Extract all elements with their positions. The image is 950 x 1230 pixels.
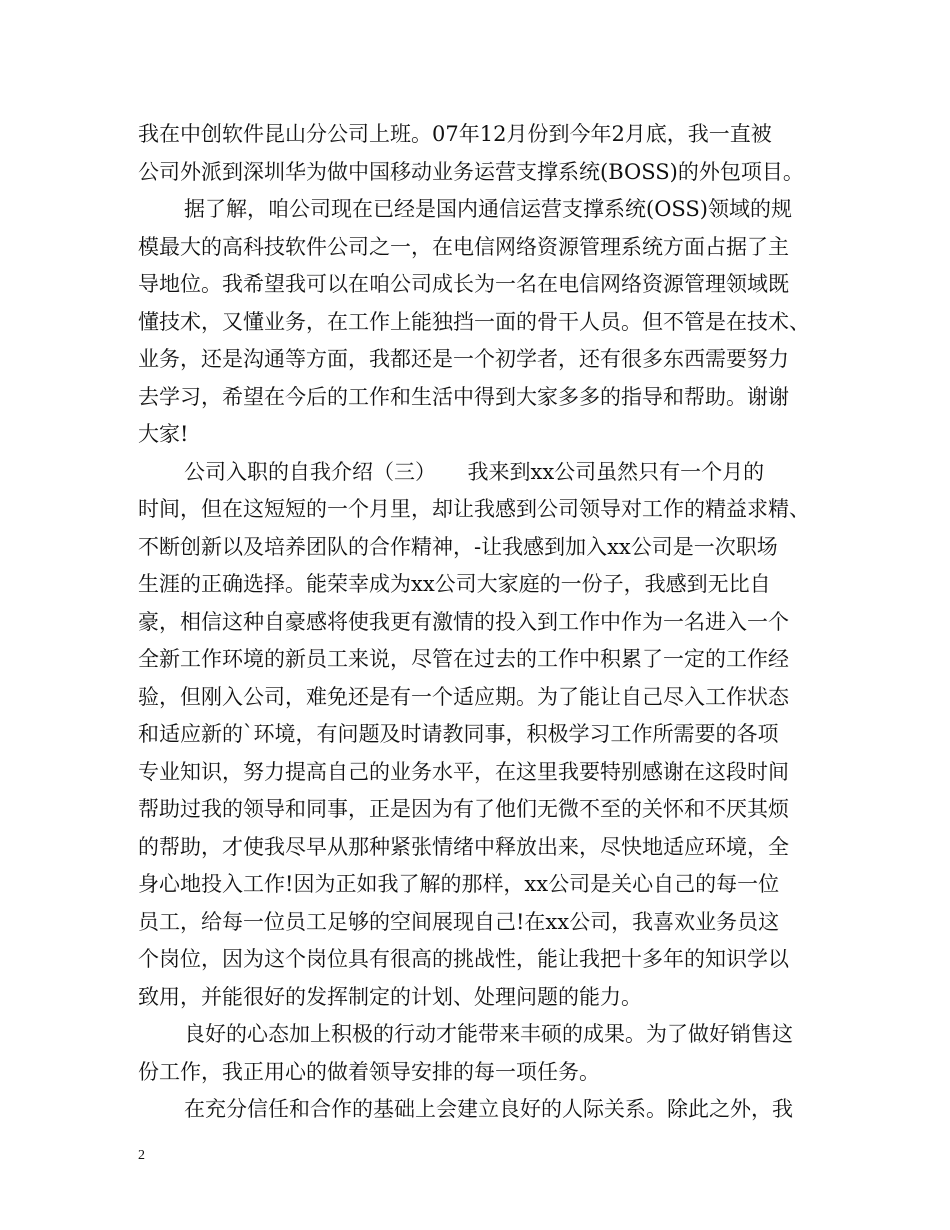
text-line: 帮助过我的领导和同事，正是因为有了他们无微不至的关怀和不厌其烦 — [138, 797, 789, 821]
text-line: 不断创新以及培养团队的合作精神，-让我感到加入xx公司是一次职场 — [138, 534, 778, 559]
text-line: 全新工作环境的新员工来说，尽管在过去的工作中积累了一定的工作经 — [138, 647, 789, 671]
text-line: 懂技术，又懂业务，在工作上能独挡一面的骨干人员。但不管是在技术、 — [138, 309, 810, 334]
text-line: 导地位。我希望我可以在咱公司成长为一名在电信网络资源管理领域既 — [138, 272, 789, 296]
text-line: 时间，但在这短短的一个月里，却让我感到公司领导对工作的精益求精、 — [138, 497, 810, 521]
text-line: 生涯的正确选择。能荣幸成为xx公司大家庭的一份子，我感到无比自 — [138, 572, 771, 596]
text-line: 业务，还是沟通等方面，我都还是一个初学者，还有很多东西需要努力 — [138, 347, 789, 371]
text-line: 公司外派到深圳华为做中国移动业务运营支撑系统(BOSS)的外包项目。 — [138, 159, 804, 184]
text-line: 我在中创软件昆山分公司上班。07年12月份到今年2月底，我一直被 — [138, 122, 772, 146]
text-line: 在充分信任和合作的基础上会建立良好的人际关系。除此之外，我 — [184, 1097, 793, 1121]
text-line: 个岗位，因为这个岗位具有很高的挑战性，能让我把十多年的知识学以 — [138, 947, 789, 971]
text-line: 去学习，希望在今后的工作和生活中得到大家多多的指导和帮助。谢谢 — [138, 384, 789, 409]
text-line: 致用，并能很好的发挥制定的计划、处理问题的能力。 — [138, 984, 642, 1009]
text-line: 豪，相信这种自豪感将使我更有激情的投入到工作中作为一名进入一个 — [138, 609, 789, 634]
text-line: 身心地投入工作!因为正如我了解的那样，xx公司是关心自己的每一位 — [138, 872, 780, 896]
text-line: 良好的心态加上积极的行动才能带来丰硕的成果。为了做好销售这 — [184, 1022, 793, 1046]
text-line: 的帮助，才使我尽早从那种紧张情绪中释放出来，尽快地适应环境，全 — [138, 834, 789, 859]
page-number: 2 — [138, 1148, 145, 1163]
text-line: 份工作，我正用心的做着领导安排的每一项任务。 — [138, 1059, 600, 1084]
text-line: 大家! — [138, 422, 189, 446]
text-line: 模最大的高科技软件公司之一，在电信网络资源管理系统方面占据了主 — [138, 234, 789, 259]
text-line: 员工，给每一位员工足够的空间展现自己!在xx公司，我喜欢业务员这 — [138, 909, 780, 934]
text-line: 专业知识，努力提高自己的业务水平，在这里我要特别感谢在这段时间 — [138, 759, 789, 784]
document-body — [138, 116, 818, 1129]
text-line: 据了解，咱公司现在已经是国内通信运营支撑系统(OSS)领域的规 — [184, 197, 793, 221]
text-line: 公司入职的自我介绍（三） 我来到xx公司虽然只有一个月的 — [184, 459, 765, 484]
text-line: 和适应新的`环境，有问题及时请教同事，积极学习工作所需要的各项 — [138, 722, 779, 746]
text-line: 验，但刚入公司，难免还是有一个适应期。为了能让自己尽入工作状态 — [138, 684, 789, 709]
